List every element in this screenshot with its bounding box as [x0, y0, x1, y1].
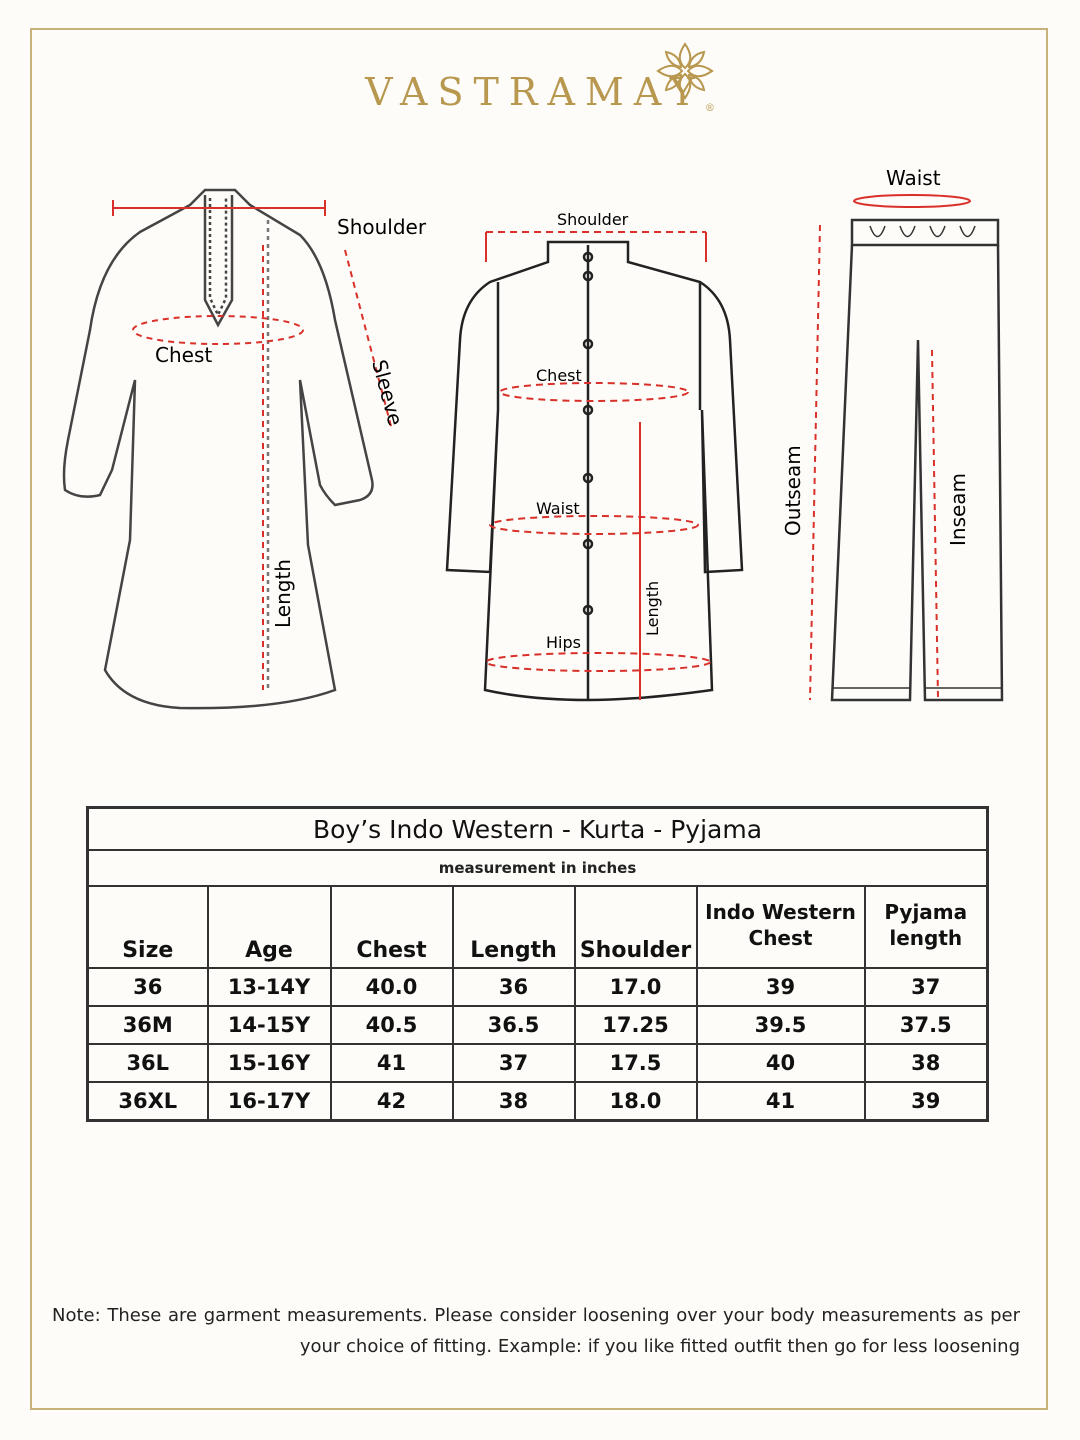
brand-flower-logo-icon	[650, 36, 720, 106]
cell-length: 36	[453, 968, 575, 1006]
size-chart-table	[86, 806, 989, 1122]
registered-mark: ®	[704, 103, 715, 114]
table-header-row	[88, 886, 988, 968]
cell-shoulder: 17.0	[575, 968, 697, 1006]
cell-chest: 40.0	[331, 968, 453, 1006]
jacket-hips-label: Hips	[546, 633, 581, 652]
cell-age: 13-14Y	[208, 968, 331, 1006]
cell-size: 36	[88, 968, 208, 1006]
table-row	[88, 1044, 988, 1082]
jacket-length-label: Length	[643, 580, 662, 636]
cell-shoulder: 17.25	[575, 1006, 697, 1044]
cell-length: 37	[453, 1044, 575, 1082]
cell-size: 36M	[88, 1006, 208, 1044]
kurta-measure-lines	[113, 200, 392, 690]
kurta-chest-label: Chest	[155, 343, 213, 367]
jacket-shoulder-label: Shoulder	[557, 210, 629, 229]
kurta-shoulder-label: Shoulder	[337, 215, 427, 239]
cell-shoulder: 17.5	[575, 1044, 697, 1082]
header-pyjama-length: Pyjama length	[865, 886, 988, 968]
table-row	[88, 968, 988, 1006]
table-subtitle: measurement in inches	[88, 850, 988, 886]
cell-pyjama-length: 39	[865, 1082, 988, 1121]
header-length: Length	[453, 886, 575, 968]
jacket-illustration	[447, 242, 742, 700]
garment-measurement-diagram	[0, 150, 1080, 750]
kurta-sleeve-label: Sleeve	[367, 357, 408, 429]
cell-length: 36.5	[453, 1006, 575, 1044]
pyjama-outseam-label: Outseam	[781, 445, 805, 536]
table-row	[88, 1006, 988, 1044]
kurta-illustration	[64, 190, 373, 708]
table-row	[88, 1082, 988, 1121]
pyjama-inseam-label: Inseam	[946, 472, 970, 546]
pyjama-waist-label: Waist	[886, 166, 941, 190]
table-title: Boy’s Indo Western - Kurta - Pyjama	[88, 808, 988, 851]
brand-name: VASTRAMAY®	[365, 70, 715, 114]
pyjama-measure-lines	[810, 195, 970, 700]
cell-pyjama-length: 38	[865, 1044, 988, 1082]
brand-header	[0, 70, 1080, 114]
jacket-waist-label: Waist	[536, 499, 580, 518]
cell-age: 14-15Y	[208, 1006, 331, 1044]
cell-chest: 42	[331, 1082, 453, 1121]
cell-indo-western-chest: 39	[697, 968, 865, 1006]
cell-length: 38	[453, 1082, 575, 1121]
pyjama-illustration	[832, 220, 1002, 700]
cell-size: 36L	[88, 1044, 208, 1082]
cell-indo-western-chest: 39.5	[697, 1006, 865, 1044]
jacket-chest-label: Chest	[536, 366, 582, 385]
cell-indo-western-chest: 41	[697, 1082, 865, 1121]
cell-pyjama-length: 37	[865, 968, 988, 1006]
header-indo-western-chest: Indo Western Chest	[697, 886, 865, 968]
cell-age: 16-17Y	[208, 1082, 331, 1121]
cell-shoulder: 18.0	[575, 1082, 697, 1121]
cell-chest: 41	[331, 1044, 453, 1082]
cell-indo-western-chest: 40	[697, 1044, 865, 1082]
header-size: Size	[88, 886, 208, 968]
header-shoulder: Shoulder	[575, 886, 697, 968]
kurta-length-label: Length	[271, 559, 295, 628]
cell-size: 36XL	[88, 1082, 208, 1121]
cell-pyjama-length: 37.5	[865, 1006, 988, 1044]
fitting-note: Note: These are garment measurements. Please consider loosening over your body measurements as per your choice of fitting. Example: if you like fitted outfit then go for less loosening	[52, 1305, 1020, 1357]
cell-age: 15-16Y	[208, 1044, 331, 1082]
cell-chest: 40.5	[331, 1006, 453, 1044]
header-age: Age	[208, 886, 331, 968]
jacket-measure-lines	[486, 232, 710, 700]
header-chest: Chest	[331, 886, 453, 968]
